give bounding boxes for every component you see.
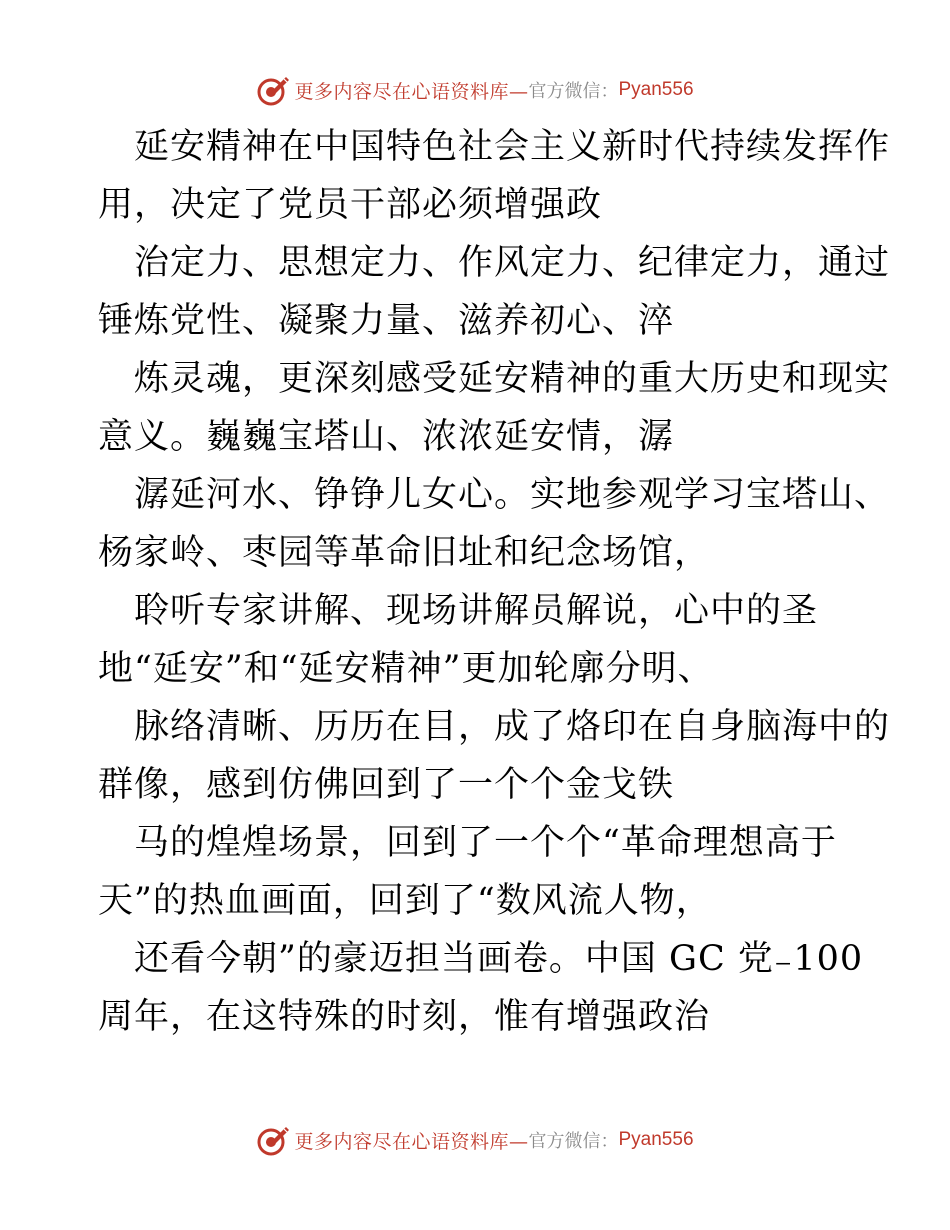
wechat-id: Pyan556 <box>618 1129 694 1150</box>
text-line: 炼灵魂，更深刻感受延安精神的重大历史和现实 <box>134 359 891 399</box>
text-line: 还看今朝”的豪迈担当画卷。中国 GC 党₋100 <box>134 939 864 979</box>
pen-logo-icon <box>256 73 290 107</box>
pen-logo-icon <box>256 1123 290 1157</box>
text-line: 锤炼党性、凝聚力量、滋养初心、淬 <box>98 301 675 341</box>
wechat-label: 官方微信： <box>528 81 619 102</box>
text-line: 周年，在这特殊的时刻，惟有增强政治 <box>98 997 711 1037</box>
header-banner <box>0 70 950 110</box>
banner-text: 更多内容尽在心语资料库— <box>294 1130 529 1153</box>
text-line: 潺延河水、铮铮儿女心。实地参观学习宝塔山、 <box>134 475 891 515</box>
text-line: 聆听专家讲解、现场讲解员解说，心中的圣 <box>134 591 819 631</box>
text-line: 天”的热血画面，回到了“数风流人物， <box>98 881 712 921</box>
text-line: 地“延安”和“延安精神”更加轮廓分明、 <box>98 649 714 689</box>
text-line: 杨家岭、枣园等革命旧址和纪念场馆， <box>98 533 711 573</box>
text-line: 马的煌煌场景，回到了一个个“革命理想高于 <box>134 823 837 863</box>
text-line: 治定力、思想定力、作风定力、纪律定力，通过 <box>134 243 891 283</box>
text-line: 意义。巍巍宝塔山、浓浓延安情，潺 <box>98 417 675 457</box>
text-line: 延安精神在中国特色社会主义新时代持续发挥作 <box>134 127 891 167</box>
text-line: 用，决定了党员干部必须增强政 <box>98 185 603 225</box>
wechat-label: 官方微信： <box>528 1131 619 1152</box>
text-line: 脉络清晰、历历在目，成了烙印在自身脑海中的 <box>134 707 891 747</box>
text-line: 群像，感到仿佛回到了一个个金戈铁 <box>98 765 675 805</box>
banner-text: 更多内容尽在心语资料库— <box>294 80 529 103</box>
wechat-id: Pyan556 <box>618 79 694 100</box>
footer-banner <box>0 1120 950 1160</box>
